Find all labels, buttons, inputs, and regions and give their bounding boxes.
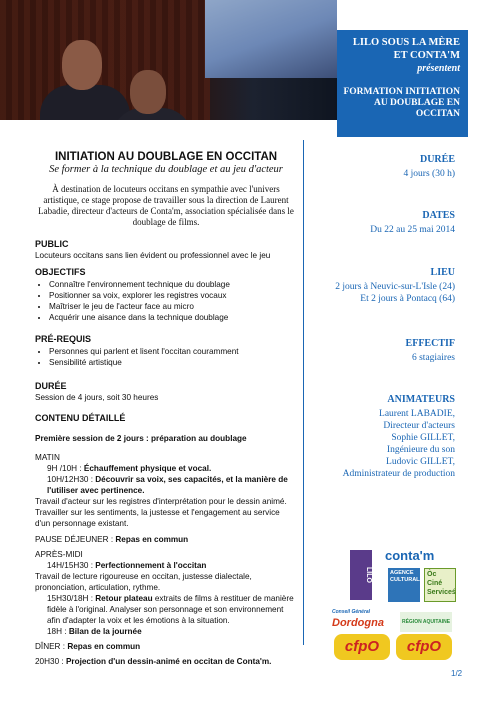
intro-paragraph: À destination de locuteurs occitans en sympathie avec l'univers artistique, ce stage propose de travailler sous la direction de Laurent Labadie, directeur d'acteurs de Conta'm, association spécialisée dans le doublage de films. [38,184,294,227]
list-item: • Positionner sa voix, explorer les registres vocaux [49,290,297,301]
photo-face-1 [62,40,102,90]
animateur-line: Administrateur de production [342,469,455,479]
photo-projection-screen [205,0,337,78]
page-subtitle: Se former à la technique du doublage et au jeu d'acteur [49,164,283,175]
oc-line: Òc [427,571,437,578]
sidebar-lieu-line: Et 2 jours à Pontacq (64) [360,294,455,304]
animateur-line: Ludovic GILLET, [386,457,455,467]
diner-line [35,641,297,652]
cfpo-logo-2: cfpO [396,634,452,660]
sidebar-effectif-heading: EFFECTIF [405,338,455,349]
section-contenu [35,413,297,667]
schedule-time: 18H : [47,627,69,636]
sidebar-duree [310,154,455,180]
matin-label: MATIN [35,453,60,462]
pause-value: Repas en commun [115,535,189,544]
banner-formation: FORMATION INITIATION AU DOUBLAGE EN OCCITAN [343,87,460,119]
schedule-time: 14H/15H30 : [47,561,96,570]
pause-line [35,534,297,545]
sidebar-effectif-value: 6 stagiaires [411,353,455,363]
banner-org-line: LILO SOUS LA MÈRE ET CONTA'M [352,37,460,61]
schedule-time: 9H /10H : [47,464,84,473]
sidebar-lieu [310,267,455,305]
sidebar-dates-value: Du 22 au 25 mai 2014 [370,225,455,235]
cfpo-logo-1: cfpO [334,634,390,660]
sidebar-lieu-heading: LIEU [430,267,455,278]
page-number: 1/2 [451,669,463,678]
agence-logo: AGENCE CULTURALA [388,568,420,602]
schedule-title: Bilan de la journée [68,627,142,636]
public-heading: PUBLIC [35,239,69,249]
sidebar-duree-value: 4 jours (30 h) [403,169,455,179]
list-item: • Acquérir une aisance dans la technique doublage [49,312,297,323]
contenu-heading: CONTENU DÉTAILLÉ [35,413,126,423]
schedule-item [35,560,297,571]
animateur-line: Directeur d'acteurs [383,421,455,431]
section-prerequis [35,334,297,368]
sidebar-animateurs [310,394,455,480]
photo-person-1 [40,85,130,120]
sidebar-animateurs-heading: ANIMATEURS [387,394,455,405]
soiree-line [35,656,297,667]
objectifs-heading: OBJECTIFS [35,267,86,277]
list-item: • Personnes qui parlent et lisent l'occitan couramment [49,346,297,357]
header-banner [337,30,468,137]
column-divider [303,140,304,645]
public-text: Locuteurs occitans sans lien évident ou professionnel avec le jeu [35,251,271,260]
schedule-description: Travail d'acteur sur les registres d'interprétation pour le dessin animé. Travailler sur les sentiments, la justesse et l'engagement au service d'un personnage existant. [35,497,287,528]
lilo-logo: LILO [350,550,372,600]
schedule-title: Projection d'un dessin-animé en occitan de Conta'm. [65,657,272,666]
dordogne-logo: Dordogna [332,617,384,629]
oc-line: Ciné [427,580,443,587]
duree-text: Session de 4 jours, soit 30 heures [35,393,159,402]
list-item: • Connaître l'environnement technique du doublage [49,279,297,290]
schedule-item [35,463,297,474]
banner-present: présentent [417,63,460,74]
list-item: • Sensibilité artistique [49,357,297,368]
header-photo [0,0,337,120]
partner-logos [330,546,458,664]
schedule-time: 15H30/18H : [47,594,96,603]
sidebar-effectif [310,338,455,364]
schedule-title: Perfectionnement à l'occitan [95,561,207,570]
prerequis-heading: PRÉ-REQUIS [35,334,92,344]
duree-heading: DURÉE [35,381,67,391]
page-title: INITIATION AU DOUBLAGE EN OCCITAN [54,151,278,163]
animateur-line: Ingénieure du son [386,445,455,455]
diner-label: DÎNER : [35,642,68,651]
pause-label: PAUSE DÉJEUNER : [35,535,116,544]
section-duree [35,381,297,403]
schedule-description: Travail de lecture rigoureuse en occitan, justesse dialectale, prononciation, articulation, rythme. [35,572,252,592]
prerequis-list [35,346,297,368]
diner-value: Repas en commun [67,642,141,651]
schedule-title: Échauffement physique et vocal. [83,464,212,473]
schedule-title: Découvrir sa voix, ses capacités, et la manière de l'utiliser avec pertinence. [47,475,288,495]
sidebar-duree-heading: DURÉE [419,154,455,165]
schedule-title: Retour plateau [95,594,153,603]
apres-midi-label: APRÈS-MIDI [35,550,83,559]
oc-line: Serviceś [427,589,456,596]
region-logo: RÉGION AQUITAINE [400,612,452,632]
schedule-time: 20H30 : [35,657,66,666]
objectifs-list [35,279,297,323]
schedule-description: extraits de films à restituer de manière fidèle à l'original. Analyser son personnage et son environnement afin d'adapter la voix et les émotions à la situation. [47,594,294,625]
sidebar-lieu-line: 2 jours à Neuvic-sur-L'Isle (24) [335,282,455,292]
session-1-title: Première session de 2 jours : préparation au doublage [35,434,247,443]
sidebar-dates-heading: DATES [422,210,455,221]
schedule-item [35,593,297,626]
animateur-line: Sophie GILLET, [391,433,455,443]
schedule-item [35,474,297,496]
schedule-item [35,626,297,637]
schedule-time: 10H/12H30 : [47,475,96,484]
photo-face-2 [130,70,166,114]
section-objectifs [35,267,297,323]
oc-cine-logo [424,568,456,602]
list-item: • Maîtriser le jeu de l'acteur face au micro [49,301,297,312]
contam-logo: conta'm [385,548,435,563]
dordogne-small: Conseil Général [332,609,371,615]
sidebar-dates [310,210,455,236]
animateur-line: Laurent LABADIE, [379,409,455,419]
section-public [35,239,297,261]
